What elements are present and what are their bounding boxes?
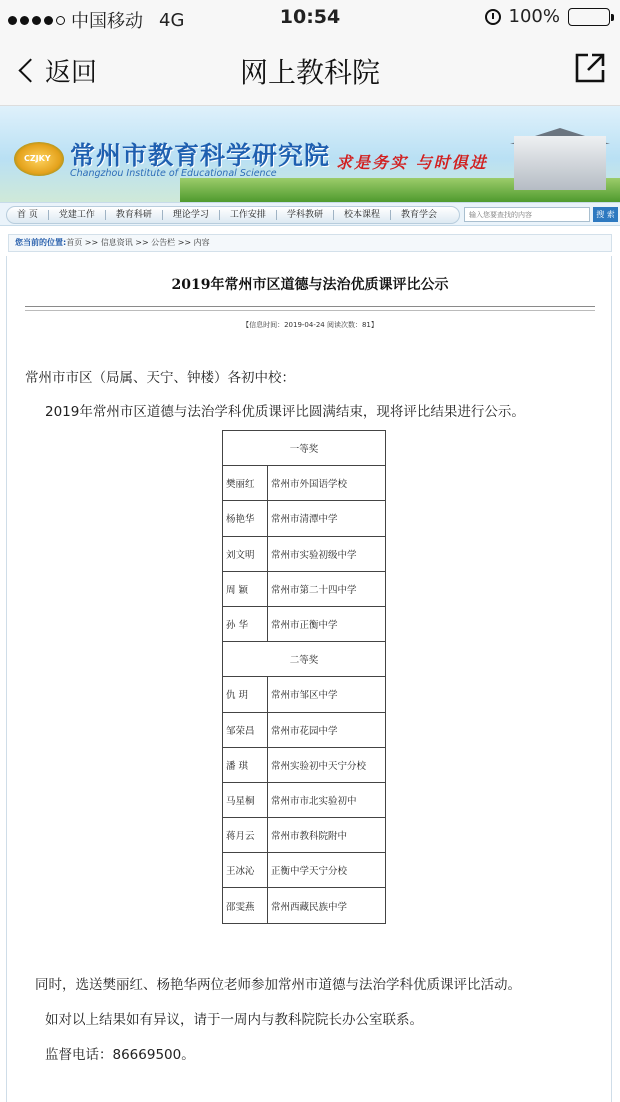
table-row	[223, 642, 386, 677]
title-divider-secondary	[25, 310, 595, 311]
menu-item-society[interactable]: 教育学会	[400, 210, 437, 220]
back-label: 返回	[45, 58, 98, 88]
title-divider	[25, 306, 595, 307]
table-row	[223, 712, 386, 747]
status-bar	[0, 0, 620, 34]
article-closing-phone: 监督电话：86669500。	[45, 1047, 195, 1063]
battery-icon	[568, 8, 610, 26]
site-banner	[0, 106, 620, 202]
back-button[interactable]	[14, 52, 97, 89]
winner-name: 杨艳华	[223, 501, 268, 536]
institute-logo: CZJKY	[14, 142, 64, 176]
award-level-header: 一等奖	[223, 431, 386, 466]
breadcrumb	[8, 234, 612, 252]
menu-item-curriculum[interactable]: 校本课程	[334, 210, 391, 220]
article-intro: 2019年常州市区道德与法治学科优质课评比圆满结束，现将评比结果进行公示。	[45, 404, 525, 420]
search-button[interactable]: 搜 索	[593, 207, 618, 222]
navigation-bar	[0, 34, 620, 106]
share-icon[interactable]	[574, 52, 606, 84]
winner-name: 孙 华	[223, 606, 268, 641]
banner-subtitle: Changzhou Institute of Educational Science	[70, 168, 277, 179]
menu-item-home[interactable]: 首 页	[7, 210, 49, 220]
award-level-header: 二等奖	[223, 642, 386, 677]
carrier-name: 中国移动	[71, 11, 143, 32]
winner-name: 刘文明	[223, 536, 268, 571]
winner-school: 常州市邹区中学	[268, 677, 386, 712]
table-row	[223, 747, 386, 782]
winner-name: 马星桐	[223, 782, 268, 817]
winner-name: 王冰沁	[223, 853, 268, 888]
table-row	[223, 431, 386, 466]
table-row	[223, 853, 386, 888]
winner-name: 樊丽红	[223, 466, 268, 501]
table-row	[223, 536, 386, 571]
winner-school: 常州西藏民族中学	[268, 888, 386, 923]
winner-name: 邹荣昌	[223, 712, 268, 747]
table-row	[223, 606, 386, 641]
winner-name: 仇 玥	[223, 677, 268, 712]
winner-name: 蒋月云	[223, 818, 268, 853]
network-type: 4G	[159, 9, 185, 31]
article-info: 【信息时间：2019-04-24 阅读次数：81】	[242, 321, 378, 329]
article-salutation: 常州市市区（局属、天宁、钟楼）各初中校：	[25, 370, 295, 386]
winner-name: 潘 琪	[223, 747, 268, 782]
banner-slogan: 求是务实 与时俱进	[336, 153, 488, 172]
winner-school: 常州市清潭中学	[268, 501, 386, 536]
menu-item-teaching[interactable]: 学科教研	[277, 210, 334, 220]
table-row	[223, 571, 386, 606]
winner-school: 常州市外国语学校	[268, 466, 386, 501]
winner-name: 邵雯燕	[223, 888, 268, 923]
winner-school: 常州市市北实验初中	[268, 782, 386, 817]
breadcrumb-label: 您当前的位置:	[15, 238, 67, 247]
winner-school: 常州市花园中学	[268, 712, 386, 747]
menu-item-theory[interactable]: 理论学习	[163, 210, 220, 220]
table-row	[223, 677, 386, 712]
winner-school: 常州市实验初级中学	[268, 536, 386, 571]
winner-school: 常州实验初中天宁分校	[268, 747, 386, 782]
menu-item-schedule[interactable]: 工作安排	[220, 210, 277, 220]
clock: 10:54	[279, 6, 341, 28]
winner-school: 正衡中学天宁分校	[268, 853, 386, 888]
site-menu	[0, 202, 620, 226]
breadcrumb-path[interactable]: 首页 >> 信息资讯 >> 公告栏 >> 内容	[66, 238, 210, 247]
signal-icon	[8, 16, 65, 25]
article-container	[6, 256, 612, 1102]
battery-percent: 100%	[508, 6, 560, 27]
table-row	[223, 501, 386, 536]
table-row	[223, 818, 386, 853]
article-title: 2019年常州市区道德与法治优质课评比公示	[171, 277, 449, 293]
article-closing-objection: 如对以上结果如有异议，请于一周内与教科院院长办公室联系。	[45, 1012, 423, 1028]
alarm-icon	[485, 9, 501, 25]
table-row	[223, 888, 386, 923]
table-row	[223, 782, 386, 817]
winner-school: 常州市正衡中学	[268, 606, 386, 641]
article-closing-recommendation: 同时，选送樊丽红、杨艳华两位老师参加常州市道德与法治学科优质课评比活动。	[35, 977, 521, 993]
banner-title: 常州市教育科学研究院	[70, 141, 331, 170]
menu-strip	[6, 206, 460, 224]
menu-item-research[interactable]: 教育科研	[106, 210, 163, 220]
house-decoration	[514, 136, 606, 190]
menu-item-party[interactable]: 党建工作	[49, 210, 106, 220]
table-row	[223, 466, 386, 501]
winner-name: 周 颖	[223, 571, 268, 606]
chevron-left-icon	[18, 58, 42, 82]
page-title: 网上教科院	[239, 56, 380, 89]
winner-school: 常州市教科院附中	[268, 818, 386, 853]
winner-school: 常州市第二十四中学	[268, 571, 386, 606]
awards-table	[222, 430, 386, 924]
search-input[interactable]	[464, 207, 590, 222]
